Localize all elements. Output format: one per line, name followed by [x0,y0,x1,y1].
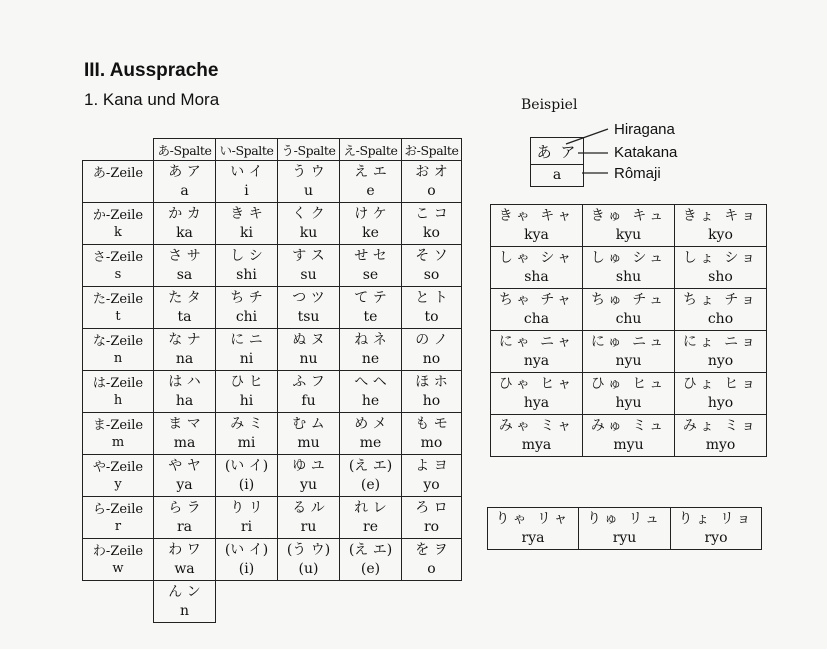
row-label [83,371,154,413]
kana-cell [583,415,675,457]
kana-glyphs: た タ [168,289,201,306]
yoon-r-row [488,508,762,550]
kana-glyphs: き キ [230,205,263,222]
kana-cell [675,289,767,331]
kana-glyphs: みゃ ミャ [498,417,575,434]
kana-row [83,371,462,413]
kana-cell [402,455,462,497]
romaji: ha [175,392,194,409]
kana-row [83,245,462,287]
romaji: sha [524,268,549,285]
row-label-consonant [83,182,153,199]
kana-cell [675,205,767,247]
romaji: ko [423,224,440,241]
kana-cell [491,247,583,289]
yoon-row [491,205,767,247]
yoon-row [491,289,767,331]
romaji: sho [708,268,733,285]
subsection-heading: 1. Kana und Mora [84,90,220,109]
kana-cell [278,245,340,287]
kana-glyphs: りゃ リャ [495,510,571,527]
kana-cell [154,581,216,623]
romaji: e [366,182,375,199]
kana-cell [340,329,402,371]
kana-cell [278,539,340,581]
romaji: nyo [707,352,734,369]
kana-cell [583,247,675,289]
kana-cell [340,371,402,413]
kana-cell [216,497,278,539]
kana-cell [216,329,278,371]
row-label-consonant: n [113,350,123,366]
romaji: ho [422,392,441,409]
kana-glyphs: と ト [415,289,448,306]
kana-glyphs: い イ [230,163,263,180]
kana-row [83,329,462,371]
kana-glyphs: ひゃ ヒャ [498,375,575,392]
kana-glyphs: きゅ キュ [590,207,667,224]
kana-glyphs: にょ ニョ [682,333,759,350]
column-header: い-Spalte [216,139,278,161]
kana-glyphs: ま マ [168,415,201,432]
romaji: o [427,560,436,577]
kana-cell [278,161,340,203]
romaji: yu [300,476,317,493]
kana-cell [216,371,278,413]
romaji: ne [361,350,380,367]
kana-cell [154,245,216,287]
row-label [83,287,154,329]
kana-cell [340,203,402,245]
kana-cell [278,413,340,455]
kana-cell [154,413,216,455]
romaji: ru [300,518,317,535]
example-label: Beispiel [521,97,578,113]
romaji: ki [240,224,253,241]
kana-cell [216,287,278,329]
romaji: se [362,266,379,283]
romaji: n [179,602,190,619]
kana-cell [154,371,216,413]
row-label-consonant: k [114,224,122,240]
kana-glyphs: にゃ ニャ [498,333,575,350]
kana-glyphs: や ヤ [168,457,201,474]
kana-glyphs: ら ラ [168,499,201,516]
kana-cell [402,329,462,371]
row-label [83,539,154,581]
kana-cell [491,373,583,415]
romaji: shi [236,266,257,283]
kana-cell [340,245,402,287]
romaji: mo [420,434,443,451]
kana-cell [154,455,216,497]
yoon-row [491,247,767,289]
romaji: sa [176,266,193,283]
kana-cell [278,371,340,413]
kana-cell [491,331,583,373]
corner-cell [83,139,154,161]
romaji: ta [177,308,192,325]
kana-cell [340,539,402,581]
kana-glyphs: う ウ [292,163,325,180]
romaji: mya [521,436,552,453]
kana-glyphs: ひょ ヒョ [682,375,759,392]
romaji: ryu [612,529,637,546]
kana-row [83,413,462,455]
yoon-table [490,204,767,457]
row-label [83,413,154,455]
kana-glyphs: お オ [415,163,448,180]
kana-glyphs: し シ [230,247,263,264]
kana-glyphs: も モ [415,415,448,432]
kana-cell [491,415,583,457]
kana-cell [154,329,216,371]
row-label-kana: か-Zeile [92,207,144,223]
kana-cell [340,497,402,539]
kana-glyphs: ゆ ユ [292,457,325,474]
kana-cell [154,539,216,581]
romaji: no [422,350,441,367]
kana-glyphs: ひ ヒ [230,373,263,390]
romaji: re [363,518,378,535]
kana-glyphs: ちゅ チュ [590,291,667,308]
kana-glyphs: (え エ) [348,541,393,558]
romaji: me [359,434,382,451]
kana-cell [402,413,462,455]
kana-cell [340,455,402,497]
romaji: (i) [238,476,255,493]
section-heading: III. Aussprache [84,60,219,81]
kana-glyphs: ち チ [230,289,263,306]
row-label-consonant: m [111,434,125,450]
kana-glyphs: ん ン [168,583,201,600]
kana-glyphs: (う ウ) [286,541,331,558]
romaji: te [363,308,378,325]
kana-cell [675,373,767,415]
kana-cell [675,331,767,373]
kana-glyphs: ひゅ ヒュ [590,375,667,392]
kana-cell [340,287,402,329]
romaji: hi [239,392,254,409]
kana-glyphs: にゅ ニュ [590,333,667,350]
kana-glyphs: な ナ [168,331,201,348]
kana-glyphs: へ ヘ [354,373,387,390]
kana-cell [583,331,675,373]
row-label-kana: あ-Zeile [92,165,144,181]
example-romaji: a [531,164,583,185]
kana-glyphs: あ ア [168,163,201,180]
kana-cell [216,455,278,497]
romaji: to [424,308,439,325]
yoon-r-table [487,507,762,550]
legend-hiragana: Hiragana [614,121,675,138]
kana-row [83,497,462,539]
romaji: nu [299,350,318,367]
kana-glyphs: え エ [354,163,387,180]
romaji: ra [176,518,193,535]
row-label [83,497,154,539]
romaji: ro [423,518,440,535]
romaji: myu [613,436,644,453]
kana-glyphs: れ レ [354,499,387,516]
kana-cell [675,415,767,457]
kana-glyphs: ふ フ [292,373,325,390]
romaji: wa [174,560,195,577]
row-label-consonant: s [114,266,122,282]
romaji: ka [176,224,193,241]
kana-row [83,287,462,329]
row-label-kana: わ-Zeile [92,543,144,559]
row-label-kana: や-Zeile [92,459,144,475]
kana-cell [216,203,278,245]
kana-cell [402,371,462,413]
kana-cell [491,205,583,247]
kana-row-n [83,581,462,623]
kana-glyphs: りょ リョ [678,510,754,527]
kana-glyphs: ぬ ヌ [292,331,325,348]
kana-glyphs: ね ネ [354,331,387,348]
romaji: so [423,266,440,283]
romaji: i [244,182,249,199]
kana-cell [583,289,675,331]
row-label [83,455,154,497]
column-header: あ-Spalte [154,139,216,161]
kana-cell [154,287,216,329]
romaji: ma [173,434,196,451]
kana-glyphs: みゅ ミュ [590,417,667,434]
kana-row [83,203,462,245]
kana-glyphs: こ コ [415,205,448,222]
romaji: nyu [615,352,642,369]
romaji: hyo [707,394,734,411]
row-label-kana: は-Zeile [92,375,144,391]
column-header: お-Spalte [402,139,462,161]
romaji: a [180,182,189,199]
romaji: (u) [298,560,319,577]
row-label-kana: ら-Zeile [92,501,144,517]
romaji: hya [523,394,550,411]
row-label-consonant: w [112,560,124,576]
kana-glyphs: きょ キョ [682,207,759,224]
kana-glyphs: りゅ リュ [586,510,663,527]
romaji: ya [176,476,193,493]
kana-cell [154,497,216,539]
kana-glyphs: きゃ キャ [498,207,575,224]
kana-header-row [83,139,462,161]
legend-romaji: Rômaji [614,165,661,182]
kana-glyphs: り リ [230,499,263,516]
kana-cell [216,413,278,455]
kana-cell [402,287,462,329]
kana-cell [278,287,340,329]
romaji: mi [237,434,256,451]
kana-cell [579,508,671,550]
kana-glyphs: (い イ) [224,457,269,474]
kana-glyphs: ちゃ チャ [498,291,575,308]
column-header: え-Spalte [340,139,402,161]
empty-cell [83,581,154,623]
kana-glyphs: しゅ シュ [590,249,667,266]
kana-glyphs: ちょ チョ [682,291,759,308]
romaji: ryo [704,529,728,546]
romaji: he [361,392,380,409]
romaji: fu [301,392,316,409]
kana-glyphs: (い イ) [224,541,269,558]
kana-glyphs: を ヲ [415,541,448,558]
kana-row [83,539,462,581]
romaji: kyu [615,226,642,243]
kana-cell [154,161,216,203]
kana-cell [278,497,340,539]
kana-row [83,161,462,203]
kana-glyphs: て テ [354,289,387,306]
kana-cell [583,205,675,247]
romaji: na [175,350,194,367]
kana-cell [216,245,278,287]
empty-cell [402,581,462,623]
romaji: cha [523,310,550,327]
romaji: shu [615,268,642,285]
example-kana: あ ア [536,143,578,161]
kana-glyphs: め メ [354,415,387,432]
kana-cell [278,203,340,245]
kana-cell [154,203,216,245]
row-label-kana: な-Zeile [92,333,144,349]
kana-cell [402,539,462,581]
romaji: ku [299,224,318,241]
legend-katakana: Katakana [614,144,678,161]
kana-glyphs: す ス [292,247,325,264]
row-label-kana: ま-Zeile [92,417,144,433]
kana-glyphs: さ サ [168,247,201,264]
romaji: ri [240,518,253,535]
kana-glyphs: み ミ [230,415,263,432]
yoon-row [491,331,767,373]
kana-cell [340,161,402,203]
kana-glyphs: つ ツ [292,289,325,306]
kana-glyphs: む ム [292,415,325,432]
yoon-row [491,415,767,457]
romaji: cho [707,310,734,327]
kana-cell [216,161,278,203]
kana-cell [671,508,762,550]
kana-glyphs: の ノ [415,331,448,348]
romaji: tsu [297,308,320,325]
kana-glyphs: は ハ [168,373,201,390]
romaji: chu [615,310,642,327]
kana-cell [340,413,402,455]
row-label [83,245,154,287]
kana-glyphs: る ル [292,499,325,516]
romaji: u [303,182,314,199]
romaji: kyo [708,226,733,243]
romaji: o [427,182,436,199]
kana-cell [402,245,462,287]
kana-cell [402,497,462,539]
row-label-consonant: h [113,392,123,408]
kana-glyphs: ほ ホ [415,373,448,390]
romaji: myo [705,436,736,453]
row-label-consonant: r [114,518,122,534]
romaji: ke [362,224,379,241]
romaji: rya [521,529,545,546]
romaji: kya [524,226,549,243]
romaji: su [300,266,317,283]
kana-glyphs: わ ワ [168,541,201,558]
kana-cell [488,508,579,550]
kana-glyphs: せ セ [354,247,387,264]
kana-glyphs: そ ソ [415,247,448,264]
row-label [83,329,154,371]
row-label-consonant: t [115,308,121,324]
row-label-consonant: y [114,476,122,492]
kana-glyphs: しゃ シャ [498,249,575,266]
kana-cell [402,203,462,245]
kana-cell [402,161,462,203]
kana-cell [278,455,340,497]
romaji: mu [297,434,320,451]
romaji: nya [523,352,550,369]
kana-glyphs: みょ ミョ [682,417,759,434]
romaji: hyu [615,394,642,411]
kana-cell [216,539,278,581]
row-label-kana: さ-Zeile [92,249,144,265]
romaji: chi [235,308,258,325]
empty-cell [278,581,340,623]
kana-table [82,138,462,623]
row-label-kana: た-Zeile [92,291,144,307]
kana-glyphs: よ ヨ [415,457,448,474]
romaji: (i) [238,560,255,577]
kana-glyphs: け ケ [354,205,387,222]
kana-glyphs: しょ ショ [682,249,759,266]
kana-glyphs: く ク [292,205,325,222]
kana-cell [278,329,340,371]
column-header: う-Spalte [278,139,340,161]
romaji: (e) [360,560,381,577]
empty-cell [216,581,278,623]
yoon-row [491,373,767,415]
kana-cell [491,289,583,331]
row-label [83,203,154,245]
kana-glyphs: (え エ) [348,457,393,474]
romaji: (e) [360,476,381,493]
kana-cell [675,247,767,289]
kana-row [83,455,462,497]
romaji: ni [239,350,254,367]
romaji: yo [423,476,440,493]
kana-glyphs: か カ [168,205,201,222]
kana-cell [583,373,675,415]
kana-glyphs: ろ ロ [415,499,448,516]
row-label [83,161,154,203]
kana-glyphs: に ニ [230,331,263,348]
empty-cell [340,581,402,623]
